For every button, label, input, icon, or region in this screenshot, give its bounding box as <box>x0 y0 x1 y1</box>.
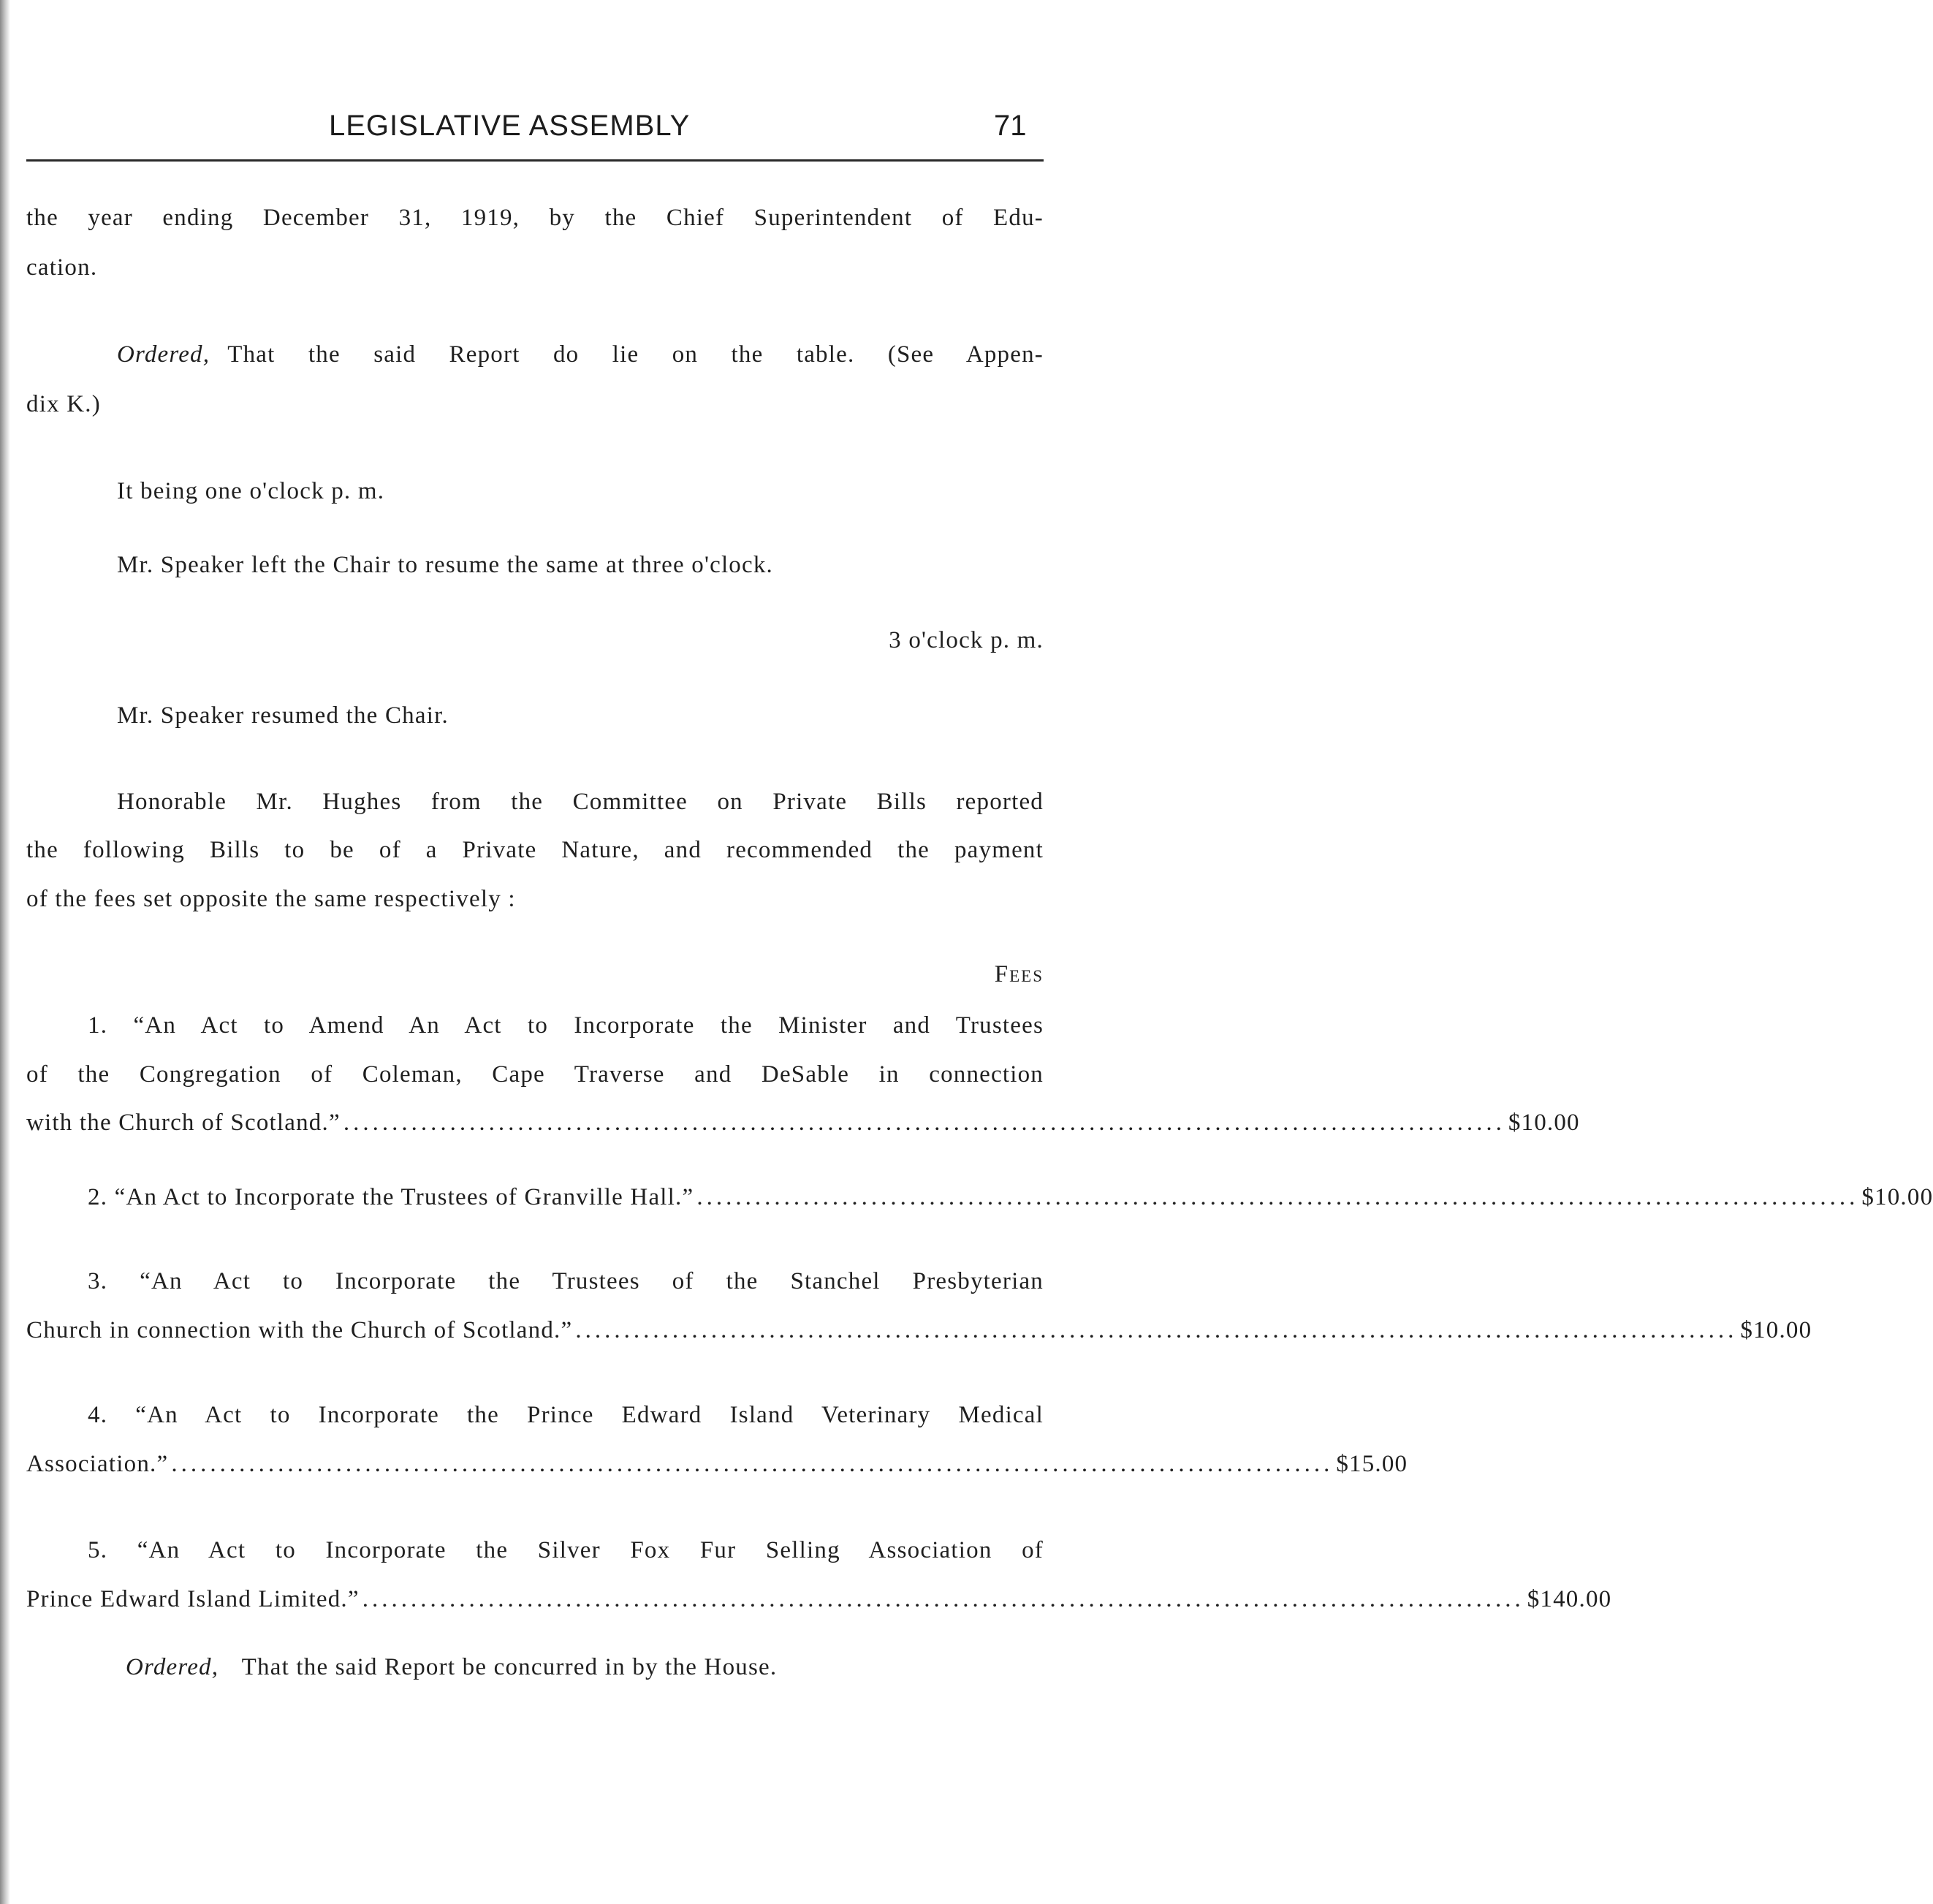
dot-leader: ........................................................................................................................ <box>696 1184 1859 1210</box>
report-line-2-text: the following Bills to be of a Private Nature, and recommended the payment <box>26 837 1044 863</box>
bill-3-line-1 <box>88 1268 1044 1295</box>
dot-leader: ........................................................................................................................ <box>343 1110 1505 1136</box>
report-line-1-text: Honorable Mr. Hughes from the Committee on Private Bills reported <box>117 789 1044 815</box>
bill-5-fee: $140.00 <box>1527 1586 1612 1612</box>
bill-3-line-2 <box>26 1317 1812 1344</box>
recess-line-2: Mr. Speaker left the Chair to resume the same at three o'clock. <box>117 552 774 578</box>
intro-line-1 <box>26 205 1044 232</box>
bill-2-last-text: 2. “An Act to Incorporate the Trustees of Granville Hall.” <box>88 1184 694 1210</box>
bill-2-fee: $10.00 <box>1861 1184 1933 1210</box>
bill-5-last-text: Prince Edward Island Limited.” <box>26 1586 360 1612</box>
bill-3-fee: $10.00 <box>1740 1317 1812 1343</box>
bill-5-line-1 <box>88 1537 1044 1564</box>
bill-1-line-2-text: of the Congregation of Coleman, Cape Traverse and DeSable in connection <box>26 1061 1044 1088</box>
bill-5-line-1-text: 5. “An Act to Incorporate the Silver Fox Fur Selling Association of <box>88 1537 1044 1563</box>
bill-1-last-text: with the Church of Scotland.” <box>26 1110 341 1136</box>
dot-leader: ........................................................................................................................ <box>575 1317 1738 1343</box>
page-number: 71 <box>994 110 1027 142</box>
fees-column-label: Fees <box>994 961 1044 987</box>
bill-2-line-1 <box>88 1184 1933 1211</box>
report-line-1 <box>117 789 1044 816</box>
bill-4-last-text: Association.” <box>26 1451 169 1477</box>
bill-1-fee: $10.00 <box>1508 1110 1580 1136</box>
ordered-line-1-rest: That the said Report do lie on the table. (See Appen- <box>227 341 1044 368</box>
ordered-word: Ordered, <box>117 341 210 368</box>
dot-leader: ........................................................................................................................ <box>171 1451 1334 1477</box>
bill-3-line-1-text: 3. “An Act to Incorporate the Trustees of the Stanchel Presbyterian <box>88 1268 1044 1294</box>
header-rule <box>26 159 1044 162</box>
bill-1-line-2 <box>26 1061 1044 1088</box>
recess-line-3: Mr. Speaker resumed the Chair. <box>117 702 449 729</box>
bill-1-line-1 <box>88 1012 1044 1039</box>
bill-1-line-3 <box>26 1110 1580 1137</box>
recess-line-1: It being one o'clock p. m. <box>117 478 385 504</box>
bill-5-line-2 <box>26 1586 1612 1613</box>
ordered-line-1 <box>117 341 1044 368</box>
intro-line-2: cation. <box>26 254 98 281</box>
report-line-2 <box>26 837 1044 864</box>
bill-1-line-1-text: 1. “An Act to Amend An Act to Incorporate the Minister and Trustees <box>88 1012 1044 1039</box>
bill-4-fee: $15.00 <box>1336 1451 1408 1477</box>
running-head: LEGISLATIVE ASSEMBLY <box>329 110 691 142</box>
dot-leader: ........................................................................................................................ <box>362 1586 1524 1612</box>
report-line-3: of the fees set opposite the same respectively : <box>26 886 516 912</box>
bill-4-line-1 <box>88 1402 1044 1429</box>
ordered-word-closing: Ordered, <box>126 1654 219 1680</box>
bill-4-line-1-text: 4. “An Act to Incorporate the Prince Edward Island Veterinary Medical <box>88 1402 1044 1428</box>
ordered-closing-rest: That the said Report be concurred in by the House. <box>241 1654 778 1680</box>
recess-time: 3 o'clock p. m. <box>889 627 1044 653</box>
bill-3-last-text: Church in connection with the Church of Scotland.” <box>26 1317 573 1343</box>
ordered-line-2: dix K.) <box>26 391 101 417</box>
bill-4-line-2 <box>26 1451 1408 1478</box>
intro-line-1-text: the year ending December 31, 1919, by the Chief Superintendent of Edu- <box>26 205 1044 231</box>
ordered-closing <box>126 1654 777 1681</box>
